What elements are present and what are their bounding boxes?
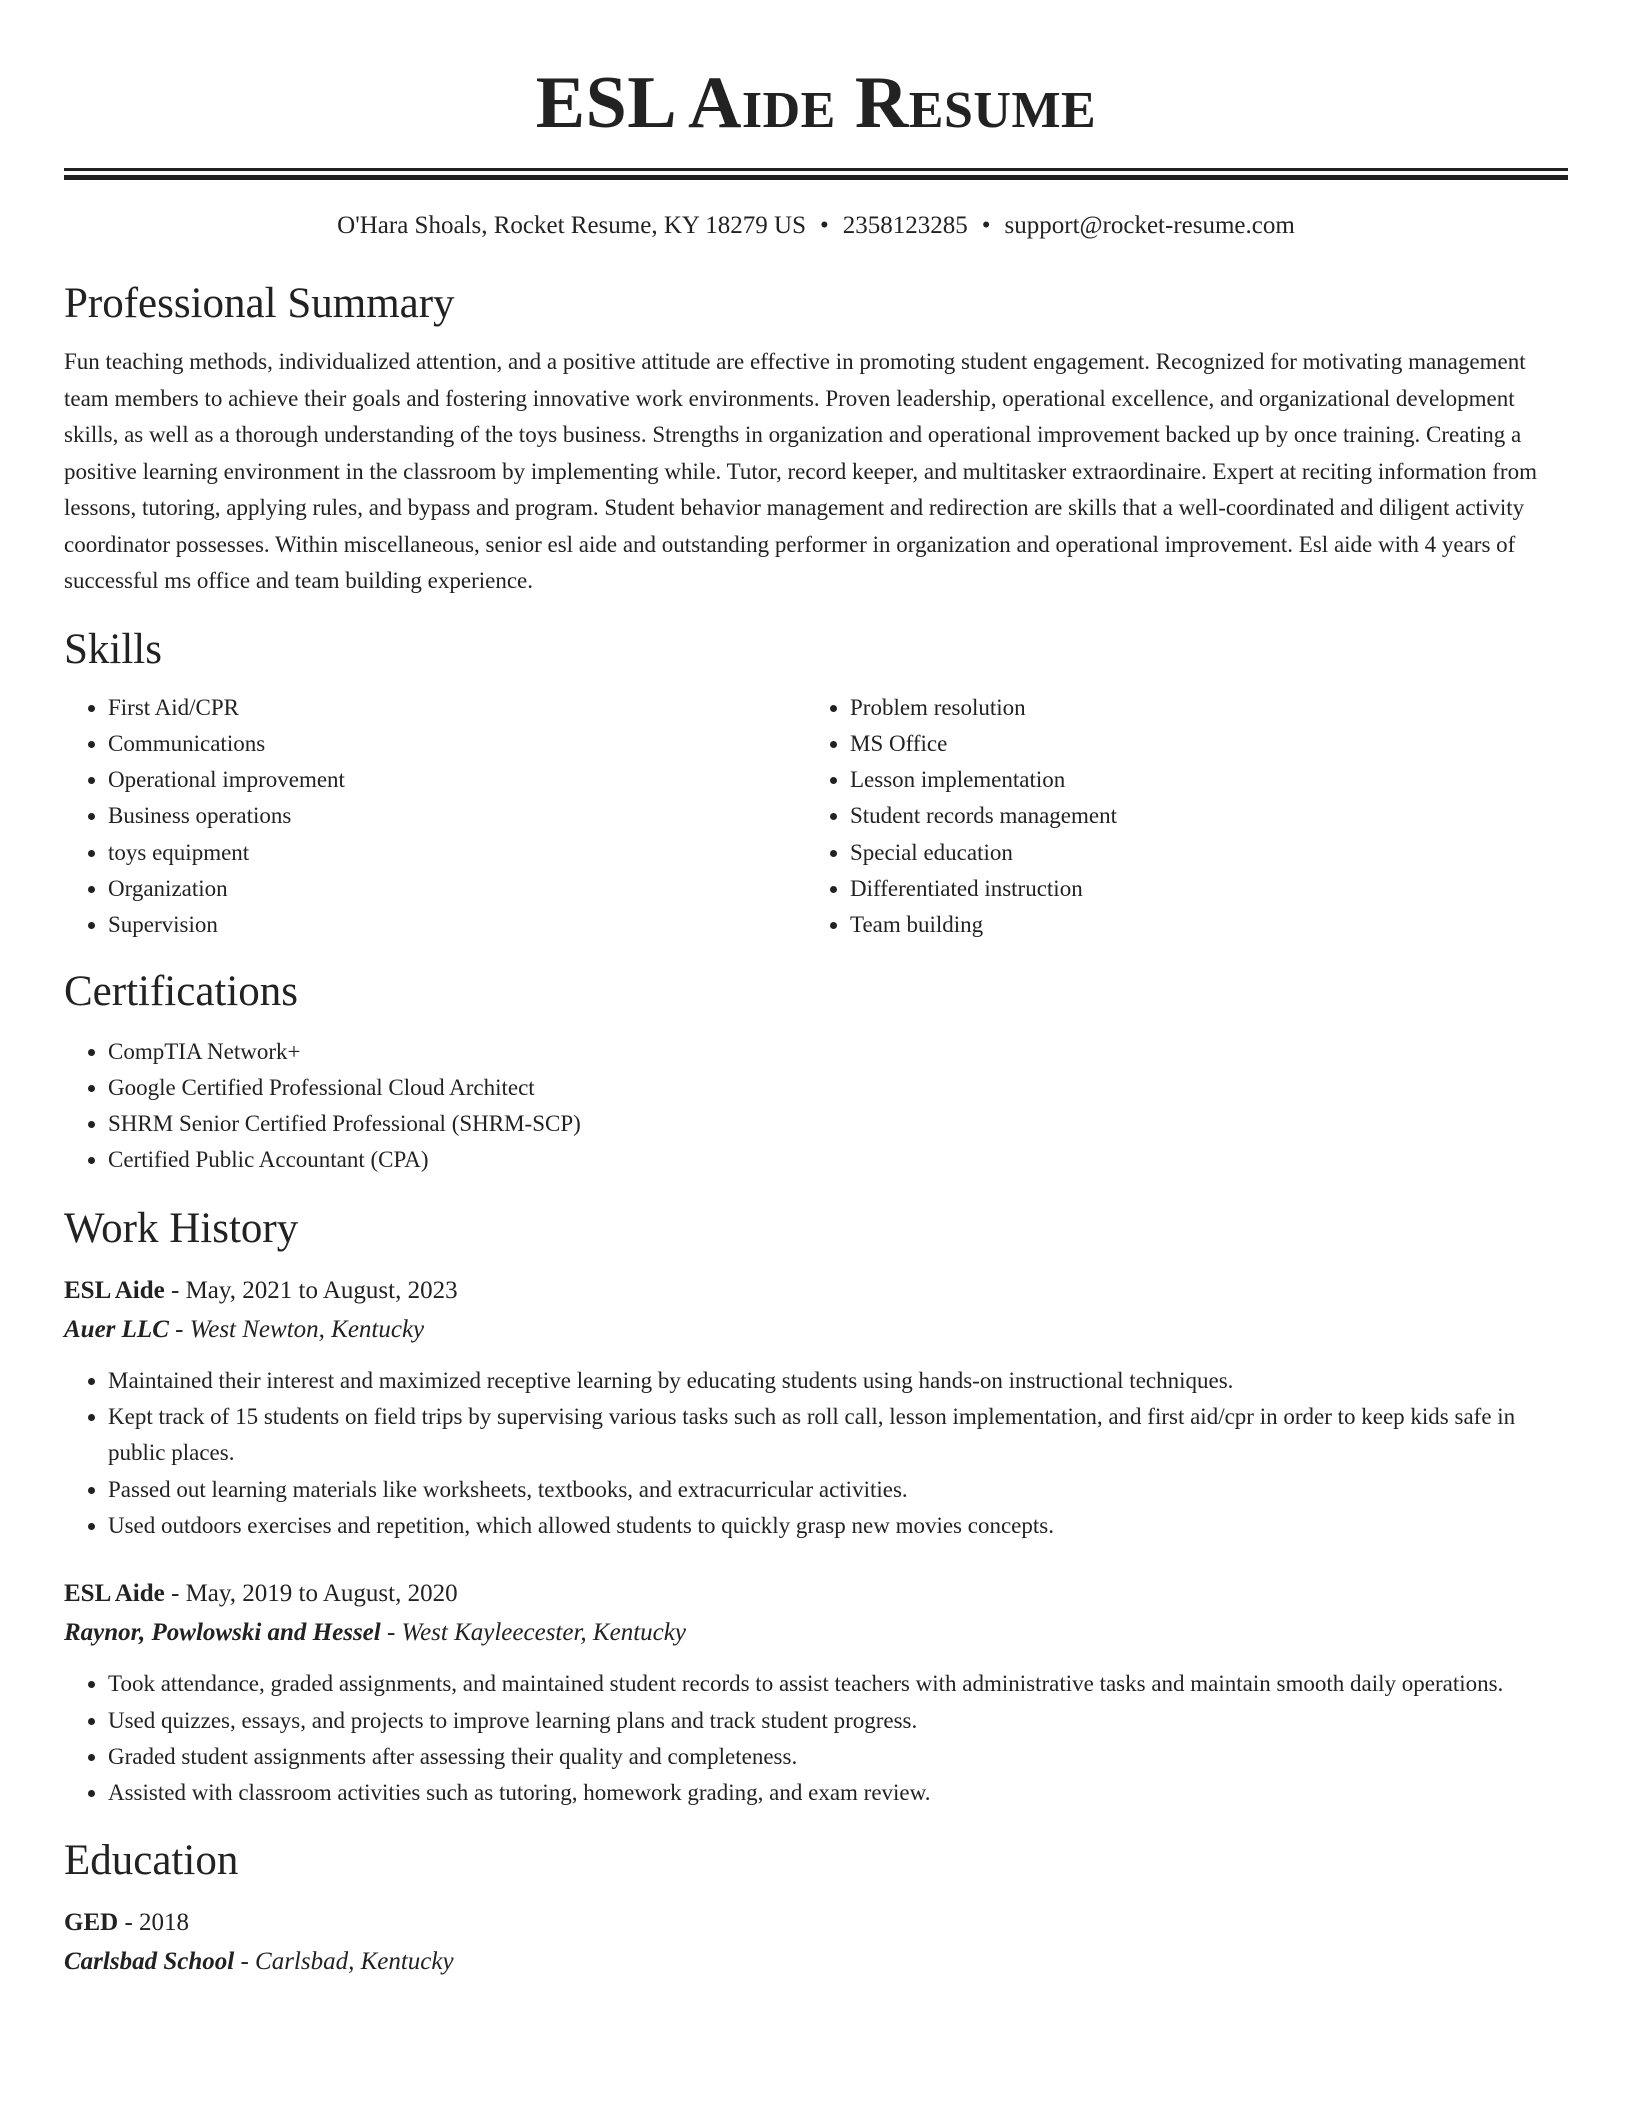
contact-address: O'Hara Shoals, Rocket Resume, KY 18279 US bbox=[337, 212, 806, 239]
education-school: Carlsbad School bbox=[64, 1948, 235, 1976]
job-bullet: • Kept track of 15 students on field trips by supervising various tasks such as roll call, lesson implementation, and first aid/cpr in order to keep kids safe in public places. bbox=[108, 1399, 1568, 1472]
skill-item: • Differentiated instruction bbox=[850, 871, 1548, 907]
job-bullets bbox=[64, 1363, 1568, 1544]
job-bullet: • Passed out learning materials like worksheets, textbooks, and extracurricular activities. bbox=[108, 1472, 1568, 1508]
job-company: Raynor, Powlowski and Hessel bbox=[64, 1619, 381, 1647]
job-dates: - May, 2021 to August, 2023 bbox=[164, 1276, 458, 1304]
skill-item: • Business operations bbox=[108, 798, 806, 834]
job-employer bbox=[64, 1310, 1568, 1349]
certifications-heading: Certifications bbox=[64, 967, 299, 1015]
skill-item: • Supervision bbox=[108, 907, 806, 943]
job-header bbox=[64, 1574, 1568, 1613]
education-school-line bbox=[64, 1942, 1568, 1981]
job-bullet: • Used quizzes, essays, and projects to improve learning plans and track student progress. bbox=[108, 1703, 1568, 1739]
skill-item: • Organization bbox=[108, 871, 806, 907]
skill-item: • Lesson implementation bbox=[850, 762, 1548, 798]
skill-item: • Team building bbox=[850, 907, 1548, 943]
skill-item: • Problem resolution bbox=[850, 690, 1548, 726]
job-bullet: • Used outdoors exercises and repetition, which allowed students to quickly grasp new movies concepts. bbox=[108, 1508, 1568, 1544]
skills-list-right bbox=[806, 690, 1548, 944]
skill-item: • Communications bbox=[108, 726, 806, 762]
job-dates: - May, 2019 to August, 2020 bbox=[164, 1580, 458, 1608]
job-company: Auer LLC bbox=[64, 1315, 169, 1343]
job-title: ESL Aide bbox=[64, 1276, 165, 1304]
summary-heading: Professional Summary bbox=[64, 280, 455, 327]
skills-list-left bbox=[64, 690, 806, 944]
education-year: - 2018 bbox=[118, 1909, 190, 1937]
contact-separator: • bbox=[819, 212, 829, 239]
job-location: - West Kayleecester, Kentucky bbox=[380, 1619, 686, 1647]
education-location: - Carlsbad, Kentucky bbox=[234, 1948, 454, 1976]
job-header bbox=[64, 1271, 1568, 1310]
education-entry bbox=[64, 1903, 1568, 1981]
skill-item: • Special education bbox=[850, 835, 1548, 871]
skill-item: • MS Office bbox=[850, 726, 1548, 762]
education-heading: Education bbox=[64, 1837, 239, 1885]
certification-item: • SHRM Senior Certified Professional (SHRM-SCP) bbox=[108, 1106, 1568, 1142]
certification-item: • Certified Public Accountant (CPA) bbox=[108, 1142, 1568, 1178]
contact-email: support@rocket-resume.com bbox=[1004, 212, 1295, 239]
work-history-heading: Work History bbox=[64, 1204, 299, 1252]
job-bullets bbox=[64, 1666, 1568, 1811]
job-employer bbox=[64, 1613, 1568, 1652]
job-bullet: • Maintained their interest and maximized receptive learning by educating students using hands-on instructional techniques. bbox=[108, 1363, 1568, 1399]
education-header bbox=[64, 1903, 1568, 1942]
skills-heading: Skills bbox=[64, 625, 162, 673]
certification-item: • Google Certified Professional Cloud Architect bbox=[108, 1070, 1568, 1106]
skills-grid bbox=[64, 690, 1568, 944]
certification-item: • CompTIA Network+ bbox=[108, 1034, 1568, 1070]
certifications-list bbox=[64, 1034, 1568, 1179]
title-divider bbox=[64, 168, 1568, 180]
job-bullet: • Took attendance, graded assignments, and maintained student records to assist teachers with administrative tasks and maintain smooth daily operations. bbox=[108, 1666, 1568, 1702]
contact-phone: 2358123285 bbox=[842, 212, 968, 239]
skill-item: • First Aid/CPR bbox=[108, 690, 806, 726]
resume-page bbox=[64, 0, 1568, 1981]
job-bullet: • Graded student assignments after assessing their quality and completeness. bbox=[108, 1739, 1568, 1775]
education-degree: GED bbox=[64, 1909, 119, 1937]
skill-item: • toys equipment bbox=[108, 835, 806, 871]
contact-line bbox=[64, 210, 1568, 242]
skill-item: • Student records management bbox=[850, 798, 1548, 834]
resume-title: ESL Aide Resume bbox=[535, 62, 1097, 144]
job-title: ESL Aide bbox=[64, 1580, 165, 1608]
job-entry bbox=[64, 1271, 1568, 1544]
skill-item: • Operational improvement bbox=[108, 762, 806, 798]
contact-separator: • bbox=[981, 212, 991, 239]
job-bullet: • Assisted with classroom activities such as tutoring, homework grading, and exam review. bbox=[108, 1775, 1568, 1811]
job-entry bbox=[64, 1574, 1568, 1811]
job-location: - West Newton, Kentucky bbox=[168, 1315, 425, 1343]
summary-text: Fun teaching methods, individualized attention, and a positive attitude are effective in promoting student engagement. Recognized for motivating management team members to achieve their goals and fostering innovative work environments. Proven leadership, operational excellence, and organizational development skills, as well as a thorough understanding of the toys business. Strengths in organization and operational improvement backed up by once training. Creating a positive learning environment in the classroom by implementing while. Tutor, record keeper, and multitasker extraordinaire. Expert at reciting information from lessons, tutoring, applying rules, and bypass and program. Student behavior management and redirection are skills that a well-coordinated and diligent activity coordinator possesses. Within miscellaneous, senior esl aide and outstanding performer in organization and operational improvement. Esl aide with 4 years of successful ms office and team building experience. bbox=[64, 349, 1537, 593]
